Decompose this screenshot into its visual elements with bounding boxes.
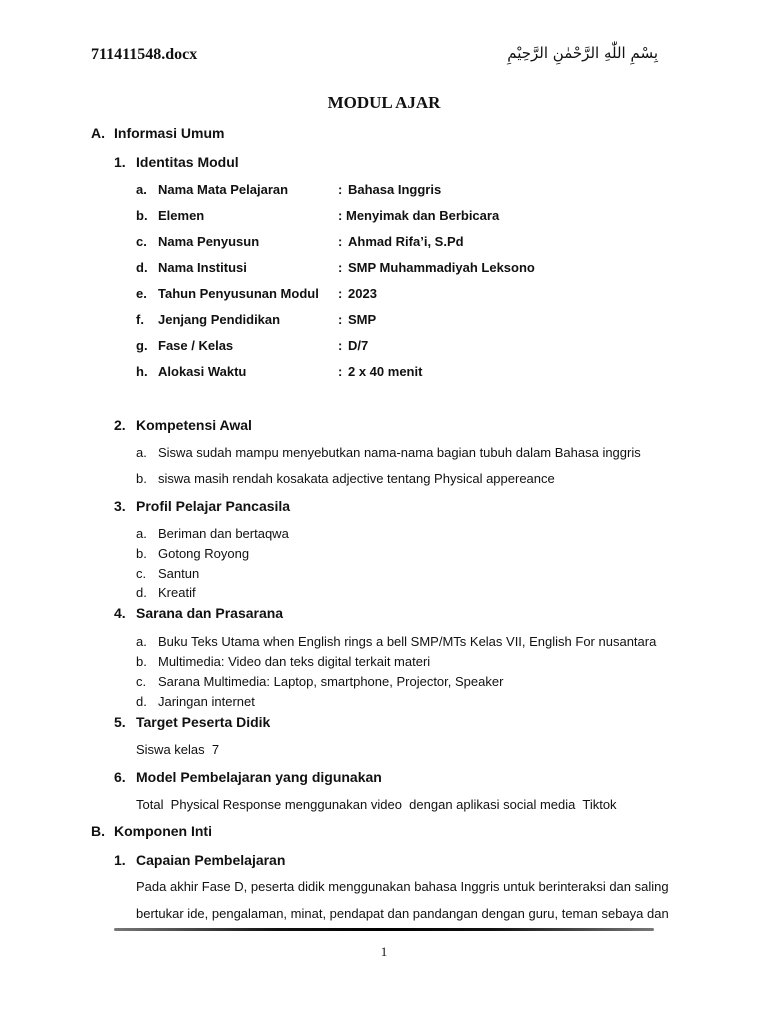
list-marker: d. [136,585,147,600]
list-marker: a. [136,526,147,541]
field-marker: g. [136,338,148,353]
field-label: Elemen [158,208,205,223]
field-label: Jenjang Pendidikan [158,312,281,327]
section-a-title: Informasi Umum [114,125,225,141]
field-colon: : [338,312,343,327]
field-value: Menyimak dan Berbicara [346,208,500,223]
field-value: Bahasa Inggris [348,182,442,197]
list-item: Kreatif [158,585,196,600]
list-marker: c. [136,674,147,689]
basmalah-header: بِسْمِ اللّٰهِ الرَّحْمٰنِ الرَّحِيْمِ [507,44,658,62]
field-marker: f. [136,312,144,327]
list-marker: b. [136,654,147,669]
field-colon: : [338,182,343,197]
subsection-title: Kompetensi Awal [136,417,252,433]
subsection-title: Sarana dan Prasarana [136,605,284,621]
field-label: Tahun Penyusunan Modul [158,286,319,301]
subsection-marker: 4. [114,605,126,621]
field-value: D/7 [348,338,369,353]
paragraph-line: bertukar ide, pengalaman, minat, pendapat dan pandangan dengan guru, teman sebaya dan [136,906,669,921]
paragraph-text: Total Physical Response menggunakan video dengan aplikasi social media Tiktok [136,797,617,812]
list-item: Multimedia: Video dan teks digital terkait materi [158,654,431,669]
list-marker: c. [136,566,147,581]
list-item: siswa masih rendah kosakata adjective tentang Physical appereance [158,471,555,486]
field-value: SMP Muhammadiyah Leksono [348,260,535,275]
field-marker: a. [136,182,147,197]
field-label: Alokasi Waktu [158,364,247,379]
field-value: Ahmad Rifa’i, S.Pd [348,234,464,249]
list-item: Buku Teks Utama when English rings a bell SMP/MTs Kelas VII, English For nusantara [158,634,657,649]
list-marker: a. [136,445,147,460]
subsection-marker: 5. [114,714,126,730]
section-b-title: Komponen Inti [114,823,212,839]
document-filename: 711411548.docx [91,46,198,63]
subsection-marker: 6. [114,769,126,785]
list-marker: d. [136,694,147,709]
list-item: Gotong Royong [158,546,250,561]
field-value: SMP [348,312,377,327]
subsection-title: Profil Pelajar Pancasila [136,498,291,514]
field-marker: b. [136,208,148,223]
field-colon: : [338,364,343,379]
subsection-title: Target Peserta Didik [136,714,271,730]
subsection-marker: 1. [114,154,126,170]
paragraph-text: Siswa kelas 7 [136,742,220,757]
subsection-marker: 2. [114,417,126,433]
list-marker: a. [136,634,147,649]
document-title: MODUL AJAR [327,93,441,112]
paragraph-line: Pada akhir Fase D, peserta didik menggunakan bahasa Inggris untuk berinteraksi dan saling [136,879,669,894]
section-a-marker: A. [91,125,105,141]
field-marker: e. [136,286,147,301]
field-value: 2 x 40 menit [348,364,423,379]
field-colon: : [338,338,343,353]
list-item: Beriman dan bertaqwa [158,526,289,541]
subsection-title: Identitas Modul [136,154,239,170]
field-colon: : [338,286,343,301]
field-marker: d. [136,260,148,275]
subsection-marker: 3. [114,498,126,514]
list-item: Siswa sudah mampu menyebutkan nama-nama bagian tubuh dalam Bahasa inggris [158,445,641,460]
list-item: Santun [158,566,200,581]
field-colon: : [338,260,343,275]
subsection-title: Model Pembelajaran yang digunakan [136,769,382,785]
field-colon: : [338,234,343,249]
field-label: Fase / Kelas [158,338,234,353]
field-value: 2023 [348,286,377,301]
field-label: Nama Mata Pelajaran [158,182,289,197]
list-item: Jaringan internet [158,694,255,709]
page-number: 1 [380,944,388,959]
field-marker: c. [136,234,147,249]
field-label: Nama Penyusun [158,234,260,249]
list-marker: b. [136,471,147,486]
field-label: Nama Institusi [158,260,247,275]
footer-divider [114,928,654,931]
list-marker: b. [136,546,147,561]
subsection-title: Capaian Pembelajaran [136,852,286,868]
field-colon: : [338,208,343,223]
field-marker: h. [136,364,148,379]
section-b-marker: B. [91,823,105,839]
subsection-marker: 1. [114,852,126,868]
list-item: Sarana Multimedia: Laptop, smartphone, Projector, Speaker [158,674,504,689]
